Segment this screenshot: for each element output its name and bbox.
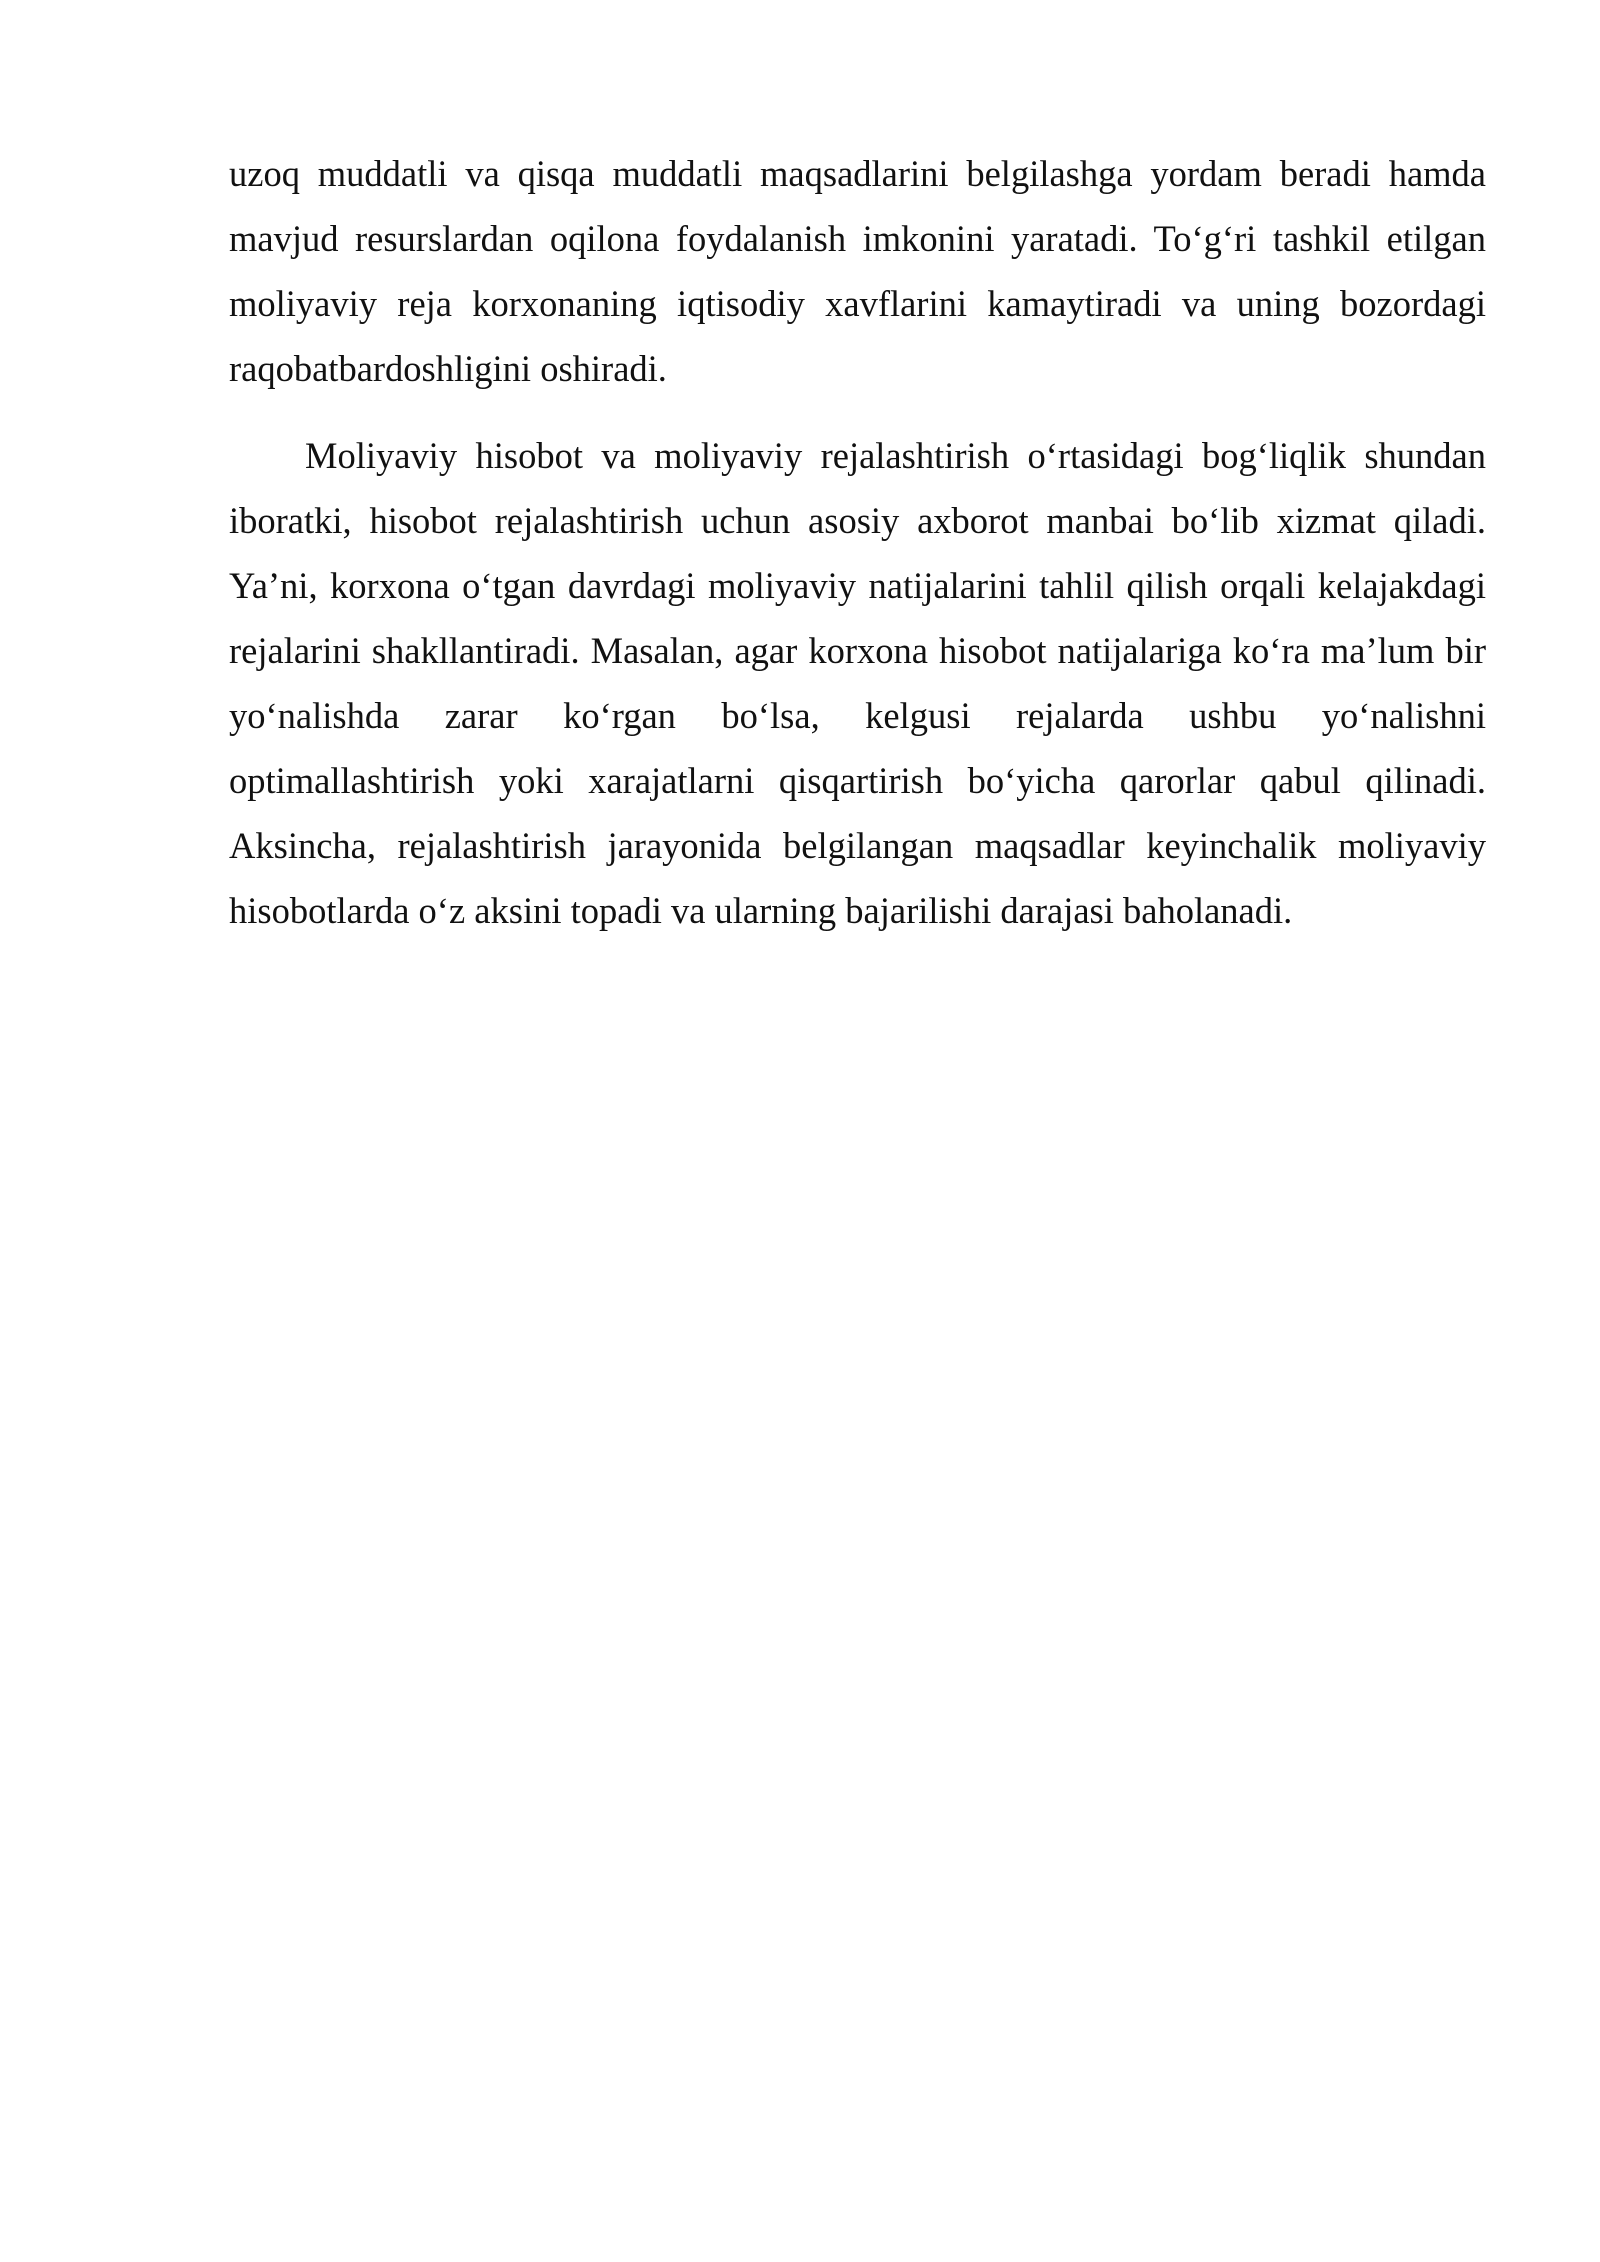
paragraph: Moliyaviy hisobot va moliyaviy rejalashtirish o‘rtasidagi bog‘liqlik shundan iboratki, hisobot rejalashtirish uchun asosiy axborot manbai bo‘lib xizmat qiladi. Ya’ni, korxona o‘tgan davrdagi moliyaviy natijalarini tahlil qilish orqali kelajakdagi rejalarini shakllantiradi. Masalan, agar korxona hisobot natijalariga ko‘ra ma’lum bir yo‘nalishda zarar ko‘rgan bo‘lsa, kelgusi rejalarda ushbu yo‘nalishni optimallashtirish yoki xarajatlarni qisqartirish bo‘yicha qarorlar qabul qilinadi. Aksincha, rejalashtirish jarayonida belgilangan maqsadlar keyinchalik moliyaviy hisobotlarda o‘z aksini topadi va ularning bajarilishi darajasi baholanadi.	[229, 435, 1486, 931]
body-text	[229, 141, 1486, 943]
paragraph-continuation: uzoq muddatli va qisqa muddatli maqsadlarini belgilashga yordam beradi hamda mavjud resurslardan oqilona foydalanish imkonini yaratadi. To‘g‘ri tashkil etilgan moliyaviy reja korxonaning iqtisodiy xavflarini kamaytiradi va uning bozordagi raqobatbardoshligini oshiradi.	[229, 153, 1486, 389]
